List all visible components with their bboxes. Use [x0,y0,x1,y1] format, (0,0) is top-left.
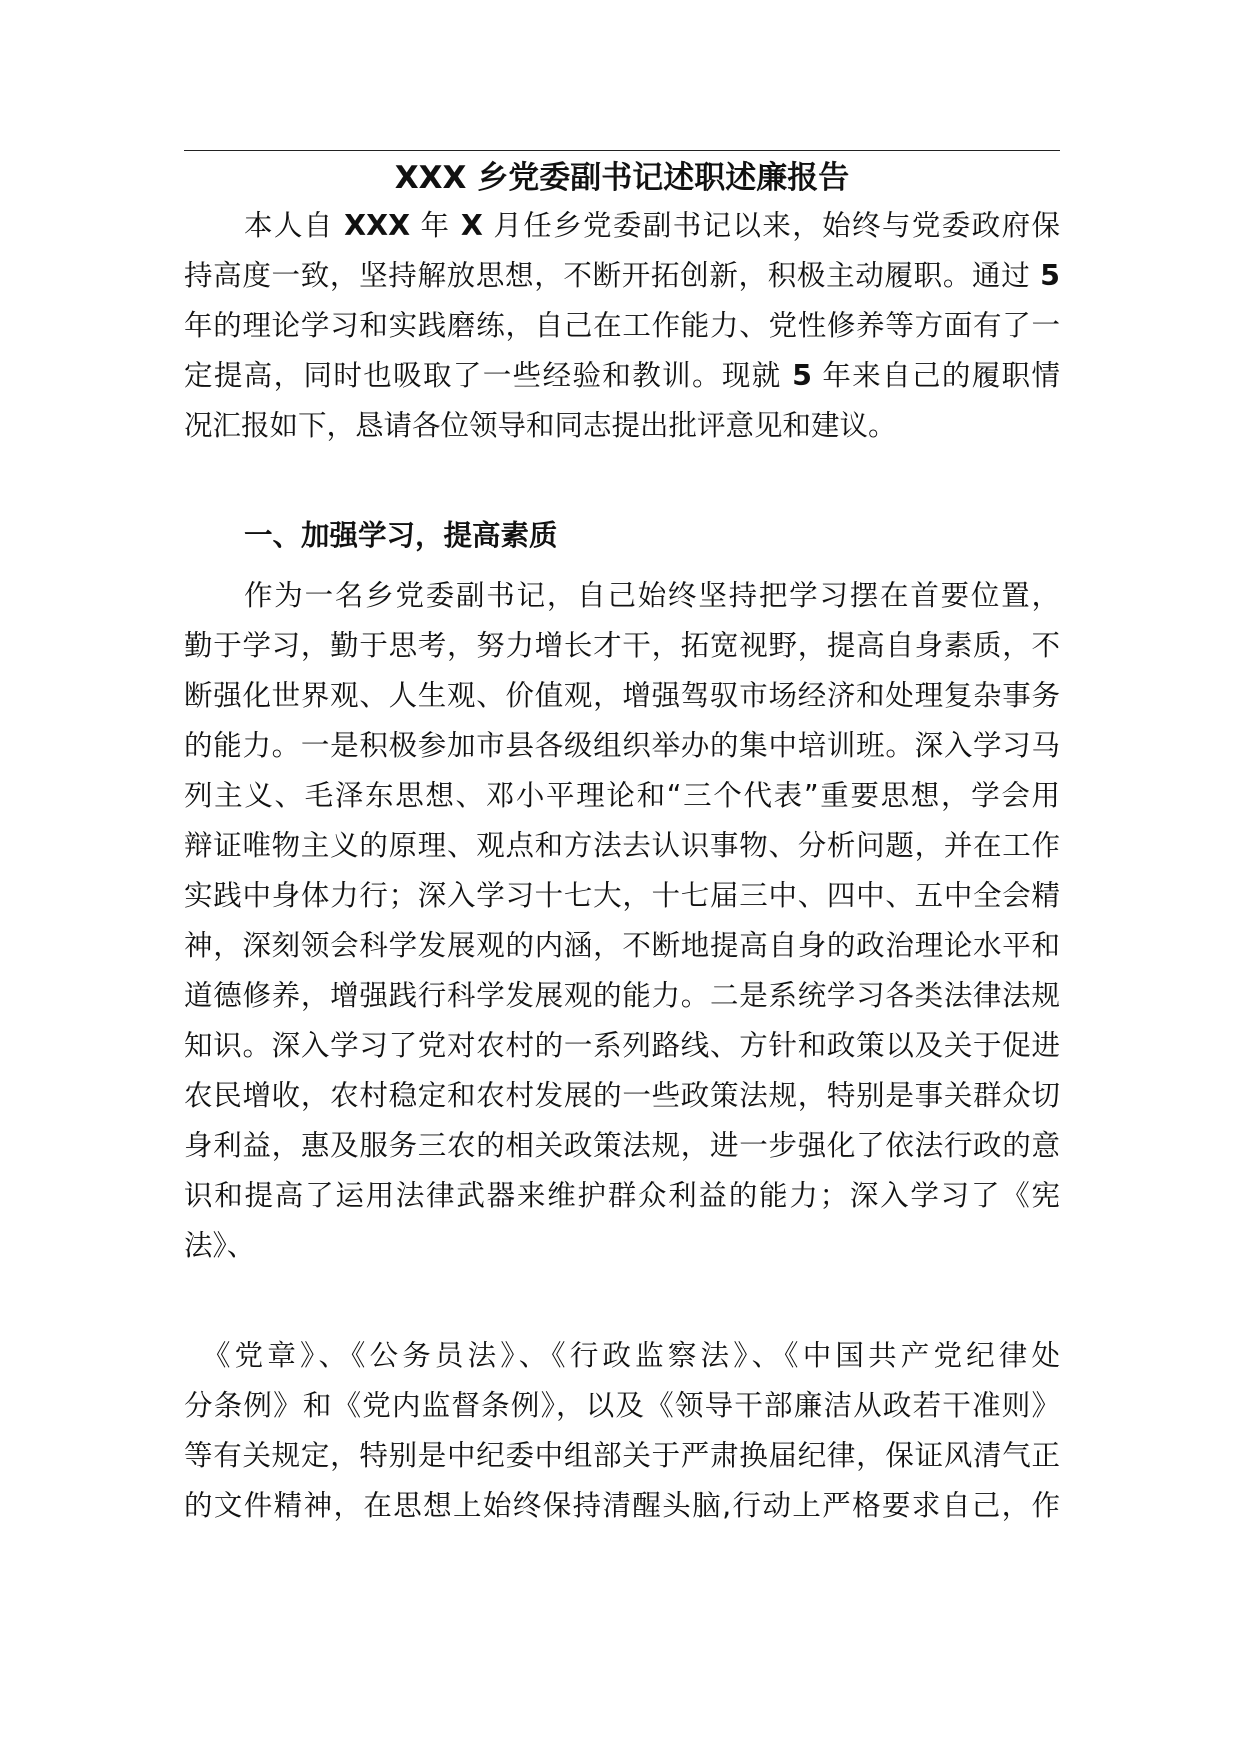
section1-line: 勤于学习，勤于思考，努力增长才干，拓宽视野，提高自身素质，不 [184,629,1060,662]
section1-line: 身利益，惠及服务三农的相关政策法规，进一步强化了依法行政的意 [184,1129,1060,1162]
continued-line: 等有关规定，特别是中纪委中组部关于严肃换届纪律，保证风清气正 [184,1439,1060,1472]
intro-line-4: 定提高，同时也吸取了一些经验和教训。现就 5 年来自己的履职情 [184,359,1060,392]
continued-line: 分条例》和《党内监督条例》，以及《领导干部廉洁从政若干准则》 [184,1389,1060,1422]
section1-line: 法》、 [184,1229,256,1262]
continued-line: 的文件精神，在思想上始终保持清醒头脑,行动上严格要求自己，作 [184,1489,1060,1522]
section1-line: 作为一名乡党委副书记，自己始终坚持把学习摆在首要位置， [244,579,1060,612]
section1-line: 辩证唯物主义的原理、观点和方法去认识事物、分析问题，并在工作 [184,829,1060,862]
section1-line: 知识。深入学习了党对农村的一系列路线、方针和政策以及关于促进 [184,1029,1060,1062]
section1-line: 实践中身体力行；深入学习十七大，十七届三中、四中、五中全会精 [184,879,1060,912]
header-rule [184,150,1060,151]
section1-line: 断强化世界观、人生观、价值观，增强驾驭市场经济和处理复杂事务 [184,679,1060,712]
continued-line: 《党章》、《公务员法》、《行政监察法》、《中国共产党纪律处 [202,1339,1060,1372]
intro-line-3: 年的理论学习和实践磨练，自己在工作能力、党性修养等方面有了一 [184,309,1060,342]
document-title: XXX 乡党委副书记述职述廉报告 [394,160,850,196]
section1-line: 农民增收，农村稳定和农村发展的一些政策法规，特别是事关群众切 [184,1079,1060,1112]
intro-line-1: 本人自 XXX 年 X 月任乡党委副书记以来，始终与党委政府保 [244,209,1060,242]
section1-line: 识和提高了运用法律武器来维护群众利益的能力；深入学习了《宪 [184,1179,1060,1212]
section1-line: 的能力。一是积极参加市县各级组织举办的集中培训班。深入学习马 [184,729,1060,762]
section-heading-1: 一、加强学习，提高素质 [244,519,558,552]
section1-line: 神，深刻领会科学发展观的内涵，不断地提高自身的政治理论水平和 [184,929,1060,962]
section1-line: 列主义、毛泽东思想、邓小平理论和“三个代表”重要思想，学会用 [184,779,1060,812]
section1-line: 道德修养，增强践行科学发展观的能力。二是系统学习各类法律法规 [184,979,1060,1012]
intro-line-2: 持高度一致，坚持解放思想，不断开拓创新，积极主动履职。通过 5 [184,259,1060,292]
intro-line-5: 况汇报如下，恳请各位领导和同志提出批评意见和建议。 [184,409,897,442]
